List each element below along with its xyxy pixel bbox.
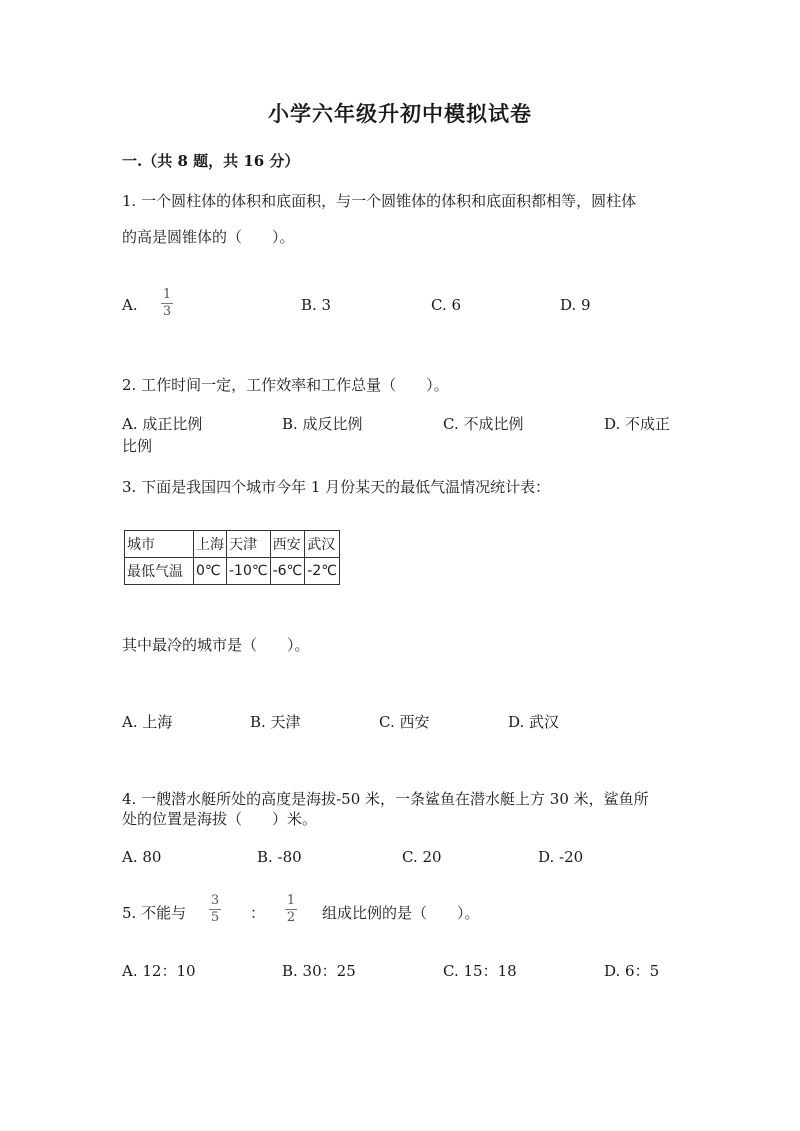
q1-text-line1: 1. 一个圆柱体的体积和底面积，与一个圆锥体的体积和底面积都相等，圆柱体 <box>122 192 637 210</box>
fraction-numerator: 3 <box>210 893 220 908</box>
q3-question: 其中最冷的城市是（ ）。 <box>122 636 310 654</box>
q1-option-c: C. 6 <box>431 296 462 314</box>
q5-fraction-1 <box>209 894 221 925</box>
section-heading: 一.（共 8 题，共 16 分） <box>122 152 300 170</box>
q5-prefix: 5. 不能与 <box>122 904 187 922</box>
table-cell: 天津 <box>227 531 271 558</box>
q3-option-c: C. 西安 <box>379 713 430 731</box>
q2-text: 2. 工作时间一定，工作效率和工作总量（ ）。 <box>122 376 449 394</box>
table-cell: 0℃ <box>194 558 227 585</box>
q5-colon: ： <box>250 904 266 922</box>
table-cell: 上海 <box>194 531 227 558</box>
fraction-denominator: 3 <box>162 304 172 319</box>
q1-option-b: B. 3 <box>301 296 332 314</box>
q3-option-d: D. 武汉 <box>508 713 560 731</box>
page-title: 小学六年级升初中模拟试卷 <box>268 101 532 126</box>
q4-option-b: B. -80 <box>257 848 302 866</box>
q2-option-d-line1: D. 不成正 <box>604 415 671 433</box>
q2-option-a: A. 成正比例 <box>122 415 203 433</box>
q2-option-c: C. 不成比例 <box>443 415 524 433</box>
q5-option-a: A. 12：10 <box>122 962 196 980</box>
q4-option-d: D. -20 <box>538 848 584 866</box>
table-cell: 西安 <box>270 531 305 558</box>
q5-option-b: B. 30：25 <box>282 962 356 980</box>
q2-option-b: B. 成反比例 <box>282 415 363 433</box>
q1-option-a-label: A. <box>122 296 138 314</box>
q5-fraction-2 <box>285 894 297 925</box>
temperature-table <box>124 530 340 585</box>
table-cell: -6℃ <box>270 558 305 585</box>
q4-option-a: A. 80 <box>122 848 162 866</box>
q3-option-b: B. 天津 <box>250 713 301 731</box>
fraction-denominator: 5 <box>210 910 220 925</box>
q1-option-d: D. 9 <box>560 296 591 314</box>
table-header-row <box>125 531 340 558</box>
fraction-numerator: 1 <box>286 893 296 908</box>
q4-option-c: C. 20 <box>402 848 442 866</box>
table-cell: 城市 <box>125 531 194 558</box>
q1-text-line2: 的高是圆锥体的（ ）。 <box>122 228 295 246</box>
table-cell: -10℃ <box>227 558 271 585</box>
table-cell: 武汉 <box>305 531 340 558</box>
q5-suffix: 组成比例的是（ ）。 <box>322 904 480 922</box>
q4-text-line1: 4. 一艘潜水艇所处的高度是海拔-50 米，一条鲨鱼在潜水艇上方 30 米，鲨鱼所 <box>122 790 649 808</box>
table-row <box>125 558 340 585</box>
table-cell: 最低气温 <box>125 558 194 585</box>
q5-option-d: D. 6：5 <box>604 962 660 980</box>
table-cell: -2℃ <box>305 558 340 585</box>
fraction-denominator: 2 <box>286 910 296 925</box>
q2-option-d-line2: 比例 <box>122 437 153 455</box>
q5-option-c: C. 15：18 <box>443 962 517 980</box>
q1-option-a-fraction <box>161 288 173 319</box>
q4-text-line2: 处的位置是海拔（ ）米。 <box>122 810 318 828</box>
q3-text: 3. 下面是我国四个城市今年 1 月份某天的最低气温情况统计表： <box>122 478 551 496</box>
fraction-numerator: 1 <box>162 287 172 302</box>
q3-option-a: A. 上海 <box>122 713 173 731</box>
